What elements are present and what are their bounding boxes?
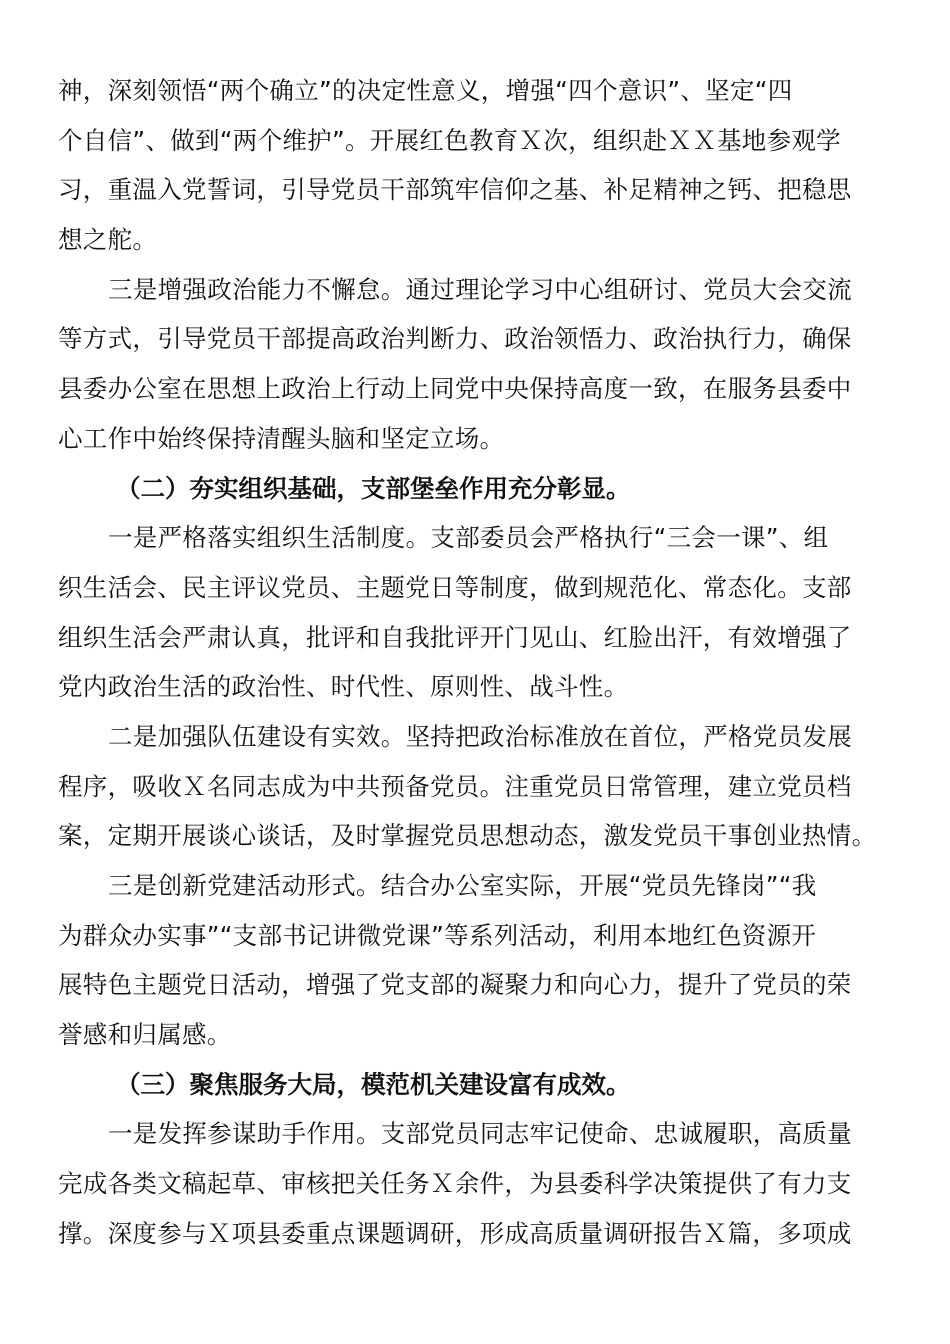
section-heading-3: （三）聚焦服务大局，模范机关建设富有成效。 <box>116 1069 631 1099</box>
section-heading-2: （二）夯实组织基础，支部堡垒作用充分彰显。 <box>116 473 631 503</box>
paragraph-organization-life <box>58 513 888 712</box>
text-line: 展特色主题党日活动，增强了党支部的凝聚力和向心力，提升了党员的荣 <box>58 970 852 1000</box>
paragraph-continuation <box>58 66 888 265</box>
text-line: 组织生活会严肃认真，批评和自我批评开门见山、红脸出汗，有效增强了 <box>58 622 852 652</box>
text-line: 案，定期开展谈心谈话，及时掌握党员思想动态，激发党员干事创业热情。 <box>58 821 877 851</box>
text-line: 想之舵。 <box>58 225 158 255</box>
text-line: 誉感和归属感。 <box>58 1020 232 1050</box>
text-line: 神，深刻领悟“两个确立”的决定性意义，增强“四个意识”、坚定“四 <box>58 76 793 105</box>
text-line: 完成各类文稿起草、审核把关任务Ｘ余件，为县委科学决策提供了有力支 <box>58 1169 852 1199</box>
paragraph-advisory-role <box>58 1109 888 1258</box>
text-line: 一是严格落实组织生活制度。支部委员会严格执行“三会一课”、组 <box>108 523 829 553</box>
text-line: 心工作中始终保持清醒头脑和坚定立场。 <box>58 423 505 453</box>
document-page <box>58 66 888 1259</box>
text-line: 程序，吸收Ｘ名同志成为中共预备党员。注重党员日常管理，建立党员档 <box>58 771 852 801</box>
text-line: 个自信”、做到“两个维护”。开展红色教育Ｘ次，组织赴ＸＸ基地参观学 <box>58 125 841 155</box>
paragraph-team-building <box>58 712 888 861</box>
text-line: 为群众办实事”“支部书记讲微党课”等系列活动，利用本地红色资源开 <box>58 920 817 950</box>
text-line: 党内政治生活的政治性、时代性、原则性、战斗性。 <box>58 672 629 702</box>
text-line: 三是增强政治能力不懈怠。通过理论学习中心组研讨、党员大会交流 <box>108 274 852 304</box>
text-line: 撑。深度参与Ｘ项县委重点课题调研，形成高质量调研报告Ｘ篇，多项成 <box>58 1218 852 1248</box>
text-line: 二是加强队伍建设有实效。坚持把政治标准放在首位，严格党员发展 <box>108 721 852 751</box>
paragraph-political-ability <box>58 265 888 464</box>
text-line: 一是发挥参谋助手作用。支部党员同志牢记使命、忠诚履职，高质量 <box>108 1119 852 1149</box>
text-line: 习，重温入党誓词，引导党员干部筑牢信仰之基、补足精神之钙、把稳思 <box>58 175 852 205</box>
text-line: 县委办公室在思想上政治上行动上同党中央保持高度一致，在服务县委中 <box>58 374 852 404</box>
text-line: 三是创新党建活动形式。结合办公室实际，开展“党员先锋岗”“我 <box>108 871 817 900</box>
paragraph-activity-innovation <box>58 861 888 1060</box>
text-line: 等方式，引导党员干部提高政治判断力、政治领悟力、政治执行力，确保 <box>58 324 852 354</box>
text-line: 织生活会、民主评议党员、主题党日等制度，做到规范化、常态化。支部 <box>58 572 852 602</box>
